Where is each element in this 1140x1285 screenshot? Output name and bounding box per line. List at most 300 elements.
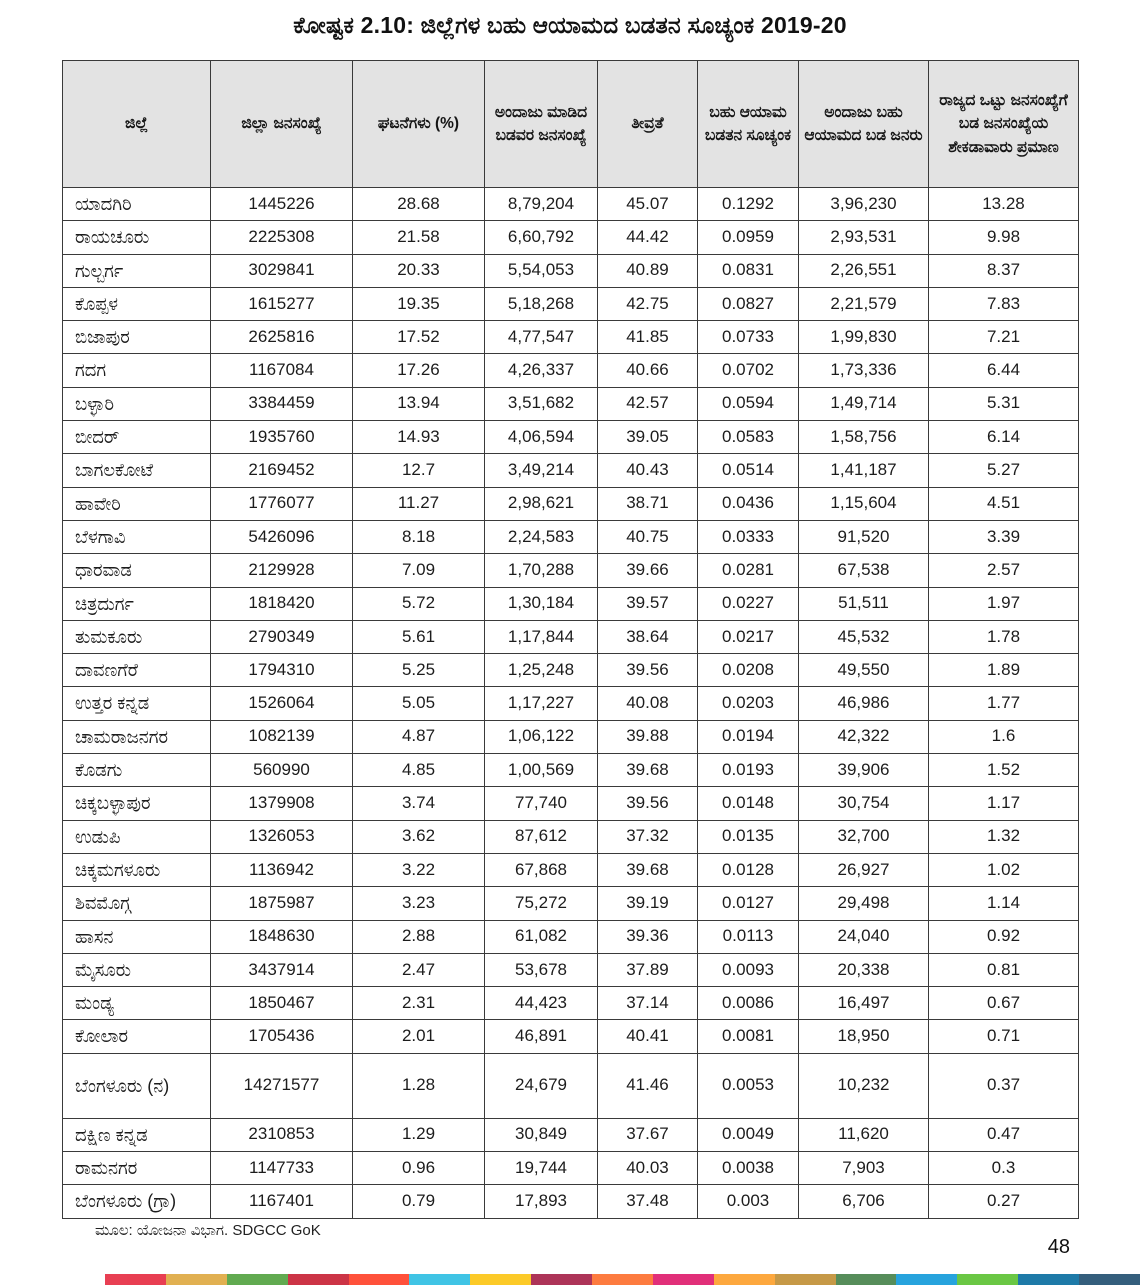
value-cell: 0.79 [353,1185,485,1218]
value-cell: 4,77,547 [485,321,598,354]
district-cell: ಹಾವೇರಿ [63,487,211,520]
district-cell: ದಾವಣಗೆರೆ [63,654,211,687]
value-cell: 0.0333 [698,520,799,553]
value-cell: 0.0227 [698,587,799,620]
value-cell: 44.42 [598,221,698,254]
district-cell: ಉತ್ತರ ಕನ್ನಡ [63,687,211,720]
value-cell: 1,70,288 [485,554,598,587]
value-cell: 0.0135 [698,820,799,853]
mpi-table [62,60,1079,1219]
strip-segment [227,1274,288,1285]
header-cell-0: ಜಿಲ್ಲೆ [63,61,211,188]
table-row [63,920,1079,953]
value-cell: 2790349 [211,620,353,653]
value-cell: 13.28 [929,188,1079,221]
value-cell: 4.51 [929,487,1079,520]
table-row [63,787,1079,820]
value-cell: 2.01 [353,1020,485,1053]
value-cell: 38.71 [598,487,698,520]
strip-segment [592,1274,653,1285]
value-cell: 0.0038 [698,1152,799,1185]
header-cell-6: ಅಂದಾಜು ಬಹು ಆಯಾಮದ ಬಡ ಜನರು [799,61,929,188]
value-cell: 0.0049 [698,1118,799,1151]
value-cell: 51,511 [799,587,929,620]
table-row [63,520,1079,553]
value-cell: 1,49,714 [799,387,929,420]
district-cell: ಕೊಡಗು [63,754,211,787]
value-cell: 39.57 [598,587,698,620]
value-cell: 1,00,569 [485,754,598,787]
table-row [63,953,1079,986]
value-cell: 4,26,337 [485,354,598,387]
value-cell: 1082139 [211,720,353,753]
value-cell: 13.94 [353,387,485,420]
value-cell: 1850467 [211,987,353,1020]
strip-segment [653,1274,714,1285]
value-cell: 19,744 [485,1152,598,1185]
value-cell: 39.36 [598,920,698,953]
value-cell: 1.29 [353,1118,485,1151]
value-cell: 0.0959 [698,221,799,254]
value-cell: 8,79,204 [485,188,598,221]
value-cell: 12.7 [353,454,485,487]
table-row [63,1020,1079,1053]
value-cell: 2169452 [211,454,353,487]
value-cell: 0.003 [698,1185,799,1218]
value-cell: 11,620 [799,1118,929,1151]
value-cell: 77,740 [485,787,598,820]
value-cell: 0.0093 [698,953,799,986]
table-row [63,221,1079,254]
value-cell: 8.18 [353,520,485,553]
district-cell: ಚಿಕ್ಕಬಳ್ಳಾಪುರ [63,787,211,820]
value-cell: 1,06,122 [485,720,598,753]
strip-segment [957,1274,1018,1285]
value-cell: 9.98 [929,221,1079,254]
value-cell: 39.68 [598,853,698,886]
value-cell: 41.85 [598,321,698,354]
value-cell: 3,49,214 [485,454,598,487]
district-cell: ಚಿಕ್ಕಮಗಳೂರು [63,853,211,886]
value-cell: 30,754 [799,787,929,820]
value-cell: 39.56 [598,787,698,820]
district-cell: ಕೋಲಾರ [63,1020,211,1053]
value-cell: 0.0208 [698,654,799,687]
value-cell: 42.57 [598,387,698,420]
table-title: ಕೋಷ್ಟಕ 2.10: ಜಿಲ್ಲೆಗಳ ಬಹು ಆಯಾಮದ ಬಡತನ ಸೂಚ್ಯಂಕ 2019-20 [293,12,847,38]
value-cell: 0.3 [929,1152,1079,1185]
table-row [63,454,1079,487]
sdg-color-strip [105,1274,1140,1285]
value-cell: 39.56 [598,654,698,687]
value-cell: 18,950 [799,1020,929,1053]
value-cell: 3384459 [211,387,353,420]
table-row [63,387,1079,420]
strip-segment [714,1274,775,1285]
value-cell: 3.39 [929,520,1079,553]
district-cell: ಬೆಳಗಾವಿ [63,520,211,553]
value-cell: 41.46 [598,1053,698,1118]
district-cell: ಮಂಡ್ಯ [63,987,211,1020]
district-cell: ಬೆಂಗಳೂರು (ಗ್ರಾ) [63,1185,211,1218]
value-cell: 10,232 [799,1053,929,1118]
value-cell: 19.35 [353,287,485,320]
source-note: ಮೂಲ: ಯೋಜನಾ ವಿಭಾಗ. SDGCC GoK [95,1222,321,1239]
table-row [63,254,1079,287]
value-cell: 39.68 [598,754,698,787]
value-cell: 1794310 [211,654,353,687]
district-cell: ಚಿತ್ರದುರ್ಗ [63,587,211,620]
table-row [63,887,1079,920]
table-header-row [63,61,1079,188]
value-cell: 40.08 [598,687,698,720]
value-cell: 5,54,053 [485,254,598,287]
value-cell: 1445226 [211,188,353,221]
district-cell: ಬೆಂಗಳೂರು (ನ) [63,1053,211,1118]
value-cell: 40.03 [598,1152,698,1185]
value-cell: 6.44 [929,354,1079,387]
value-cell: 32,700 [799,820,929,853]
value-cell: 0.0217 [698,620,799,653]
header-cell-1: ಜಿಲ್ಲಾ ಜನಸಂಖ್ಯೆ [211,61,353,188]
value-cell: 2.88 [353,920,485,953]
value-cell: 38.64 [598,620,698,653]
value-cell: 2,98,621 [485,487,598,520]
value-cell: 0.0702 [698,354,799,387]
value-cell: 1136942 [211,853,353,886]
value-cell: 39.66 [598,554,698,587]
value-cell: 91,520 [799,520,929,553]
district-cell: ಬಳ್ಳಾರಿ [63,387,211,420]
value-cell: 0.1292 [698,188,799,221]
value-cell: 53,678 [485,953,598,986]
value-cell: 1167401 [211,1185,353,1218]
strip-segment [349,1274,410,1285]
header-cell-5: ಬಹು ಆಯಾಮ ಬಡತನ ಸೂಚ್ಯಂಕ [698,61,799,188]
value-cell: 5.72 [353,587,485,620]
table-row [63,321,1079,354]
value-cell: 6,60,792 [485,221,598,254]
value-cell: 0.0127 [698,887,799,920]
strip-segment [1079,1274,1140,1285]
value-cell: 1,30,184 [485,587,598,620]
value-cell: 37.89 [598,953,698,986]
table-row [63,1152,1079,1185]
value-cell: 1,15,604 [799,487,929,520]
value-cell: 1,25,248 [485,654,598,687]
district-cell: ಗದಗ [63,354,211,387]
value-cell: 87,612 [485,820,598,853]
value-cell: 1,17,227 [485,687,598,720]
value-cell: 1848630 [211,920,353,953]
district-cell: ಬೀದರ್ [63,421,211,454]
value-cell: 45.07 [598,188,698,221]
value-cell: 7,903 [799,1152,929,1185]
value-cell: 3.22 [353,853,485,886]
value-cell: 0.71 [929,1020,1079,1053]
value-cell: 46,891 [485,1020,598,1053]
value-cell: 3.74 [353,787,485,820]
table-row [63,1118,1079,1151]
value-cell: 2.47 [353,953,485,986]
value-cell: 3029841 [211,254,353,287]
table-row [63,421,1079,454]
value-cell: 1.78 [929,620,1079,653]
value-cell: 28.68 [353,188,485,221]
strip-segment [288,1274,349,1285]
value-cell: 1.32 [929,820,1079,853]
value-cell: 5,18,268 [485,287,598,320]
value-cell: 1818420 [211,587,353,620]
value-cell: 67,868 [485,853,598,886]
value-cell: 0.81 [929,953,1079,986]
strip-segment [470,1274,531,1285]
value-cell: 4.87 [353,720,485,753]
value-cell: 1.28 [353,1053,485,1118]
value-cell: 2225308 [211,221,353,254]
value-cell: 20,338 [799,953,929,986]
value-cell: 0.92 [929,920,1079,953]
value-cell: 21.58 [353,221,485,254]
value-cell: 3.23 [353,887,485,920]
value-cell: 37.48 [598,1185,698,1218]
value-cell: 1.6 [929,720,1079,753]
value-cell: 14.93 [353,421,485,454]
value-cell: 37.14 [598,987,698,1020]
value-cell: 17.26 [353,354,485,387]
value-cell: 40.66 [598,354,698,387]
value-cell: 1,17,844 [485,620,598,653]
value-cell: 0.0281 [698,554,799,587]
value-cell: 0.0081 [698,1020,799,1053]
value-cell: 5426096 [211,520,353,553]
value-cell: 8.37 [929,254,1079,287]
district-cell: ರಾಯಚೂರು [63,221,211,254]
value-cell: 1379908 [211,787,353,820]
value-cell: 17.52 [353,321,485,354]
table-row [63,587,1079,620]
table-body [63,188,1079,1219]
value-cell: 1326053 [211,820,353,853]
value-cell: 37.32 [598,820,698,853]
value-cell: 0.0053 [698,1053,799,1118]
value-cell: 14271577 [211,1053,353,1118]
district-cell: ಧಾರವಾಡ [63,554,211,587]
value-cell: 40.41 [598,1020,698,1053]
district-cell: ತುಮಕೂರು [63,620,211,653]
district-cell: ರಾಮನಗರ [63,1152,211,1185]
table-row [63,1053,1079,1118]
value-cell: 2129928 [211,554,353,587]
value-cell: 2,24,583 [485,520,598,553]
value-cell: 5.31 [929,387,1079,420]
header-cell-3: ಅಂದಾಜು ಮಾಡಿದ ಬಡವರ ಜನಸಂಖ್ಯೆ [485,61,598,188]
value-cell: 0.0148 [698,787,799,820]
value-cell: 75,272 [485,887,598,920]
value-cell: 1776077 [211,487,353,520]
value-cell: 7.21 [929,321,1079,354]
value-cell: 24,679 [485,1053,598,1118]
value-cell: 0.0514 [698,454,799,487]
value-cell: 1935760 [211,421,353,454]
value-cell: 0.0583 [698,421,799,454]
value-cell: 3437914 [211,953,353,986]
value-cell: 40.89 [598,254,698,287]
value-cell: 39,906 [799,754,929,787]
value-cell: 1526064 [211,687,353,720]
value-cell: 1,99,830 [799,321,929,354]
table-row [63,853,1079,886]
table-row [63,487,1079,520]
value-cell: 1.02 [929,853,1079,886]
value-cell: 0.0193 [698,754,799,787]
value-cell: 0.47 [929,1118,1079,1151]
table-row [63,620,1079,653]
value-cell: 45,532 [799,620,929,653]
value-cell: 42,322 [799,720,929,753]
district-cell: ಶಿವಮೊಗ್ಗ [63,887,211,920]
value-cell: 5.27 [929,454,1079,487]
value-cell: 0.0203 [698,687,799,720]
table-row [63,754,1079,787]
value-cell: 0.0827 [698,287,799,320]
table-row [63,687,1079,720]
header-cell-4: ತೀವ್ರತೆ [598,61,698,188]
strip-segment [1018,1274,1079,1285]
district-cell: ಬಾಗಲಕೋಟೆ [63,454,211,487]
value-cell: 1.89 [929,654,1079,687]
table-row [63,354,1079,387]
value-cell: 17,893 [485,1185,598,1218]
value-cell: 49,550 [799,654,929,687]
district-cell: ಯಾದಗಿರಿ [63,188,211,221]
value-cell: 3,96,230 [799,188,929,221]
table-row [63,554,1079,587]
value-cell: 1705436 [211,1020,353,1053]
value-cell: 2310853 [211,1118,353,1151]
value-cell: 1,41,187 [799,454,929,487]
value-cell: 20.33 [353,254,485,287]
header-cell-2: ಘಟನೆಗಳು (%) [353,61,485,188]
value-cell: 42.75 [598,287,698,320]
value-cell: 2625816 [211,321,353,354]
value-cell: 0.0594 [698,387,799,420]
value-cell: 2,21,579 [799,287,929,320]
value-cell: 2,26,551 [799,254,929,287]
value-cell: 7.83 [929,287,1079,320]
value-cell: 0.0128 [698,853,799,886]
value-cell: 0.0831 [698,254,799,287]
value-cell: 1.17 [929,787,1079,820]
value-cell: 0.0113 [698,920,799,953]
value-cell: 40.75 [598,520,698,553]
value-cell: 0.0436 [698,487,799,520]
value-cell: 1147733 [211,1152,353,1185]
district-cell: ಗುಲ್ಬರ್ಗ [63,254,211,287]
table-row [63,1185,1079,1218]
value-cell: 44,423 [485,987,598,1020]
value-cell: 5.25 [353,654,485,687]
value-cell: 40.43 [598,454,698,487]
strip-segment [166,1274,227,1285]
value-cell: 0.37 [929,1053,1079,1118]
value-cell: 4.85 [353,754,485,787]
value-cell: 1167084 [211,354,353,387]
value-cell: 37.67 [598,1118,698,1151]
value-cell: 0.0733 [698,321,799,354]
value-cell: 11.27 [353,487,485,520]
value-cell: 6.14 [929,421,1079,454]
value-cell: 39.19 [598,887,698,920]
strip-segment [409,1274,470,1285]
value-cell: 560990 [211,754,353,787]
district-cell: ಚಾಮರಾಜನಗರ [63,720,211,753]
strip-segment [105,1274,166,1285]
district-cell: ಮೈಸೂರು [63,953,211,986]
value-cell: 5.61 [353,620,485,653]
value-cell: 1,73,336 [799,354,929,387]
district-cell: ಹಾಸನ [63,920,211,953]
value-cell: 5.05 [353,687,485,720]
value-cell: 1615277 [211,287,353,320]
value-cell: 3.62 [353,820,485,853]
value-cell: 2.57 [929,554,1079,587]
strip-segment [775,1274,836,1285]
value-cell: 39.05 [598,421,698,454]
header-cell-7: ರಾಜ್ಯದ ಒಟ್ಟು ಜನಸಂಖ್ಯೆಗೆ ಬಡ ಜನಸಂಖ್ಯೆಯ ಶೇಕಡಾವಾರು ಪ್ರಮಾಣ [929,61,1079,188]
table-row [63,287,1079,320]
value-cell: 0.27 [929,1185,1079,1218]
value-cell: 6,706 [799,1185,929,1218]
value-cell: 4,06,594 [485,421,598,454]
value-cell: 7.09 [353,554,485,587]
value-cell: 1.14 [929,887,1079,920]
district-cell: ದಕ್ಷಿಣ ಕನ್ನಡ [63,1118,211,1151]
value-cell: 1,58,756 [799,421,929,454]
value-cell: 26,927 [799,853,929,886]
value-cell: 0.0194 [698,720,799,753]
strip-segment [531,1274,592,1285]
value-cell: 1.52 [929,754,1079,787]
district-cell: ಉಡುಪಿ [63,820,211,853]
value-cell: 29,498 [799,887,929,920]
district-cell: ಕೊಪ್ಪಳ [63,287,211,320]
value-cell: 16,497 [799,987,929,1020]
value-cell: 1.77 [929,687,1079,720]
value-cell: 24,040 [799,920,929,953]
value-cell: 30,849 [485,1118,598,1151]
value-cell: 0.67 [929,987,1079,1020]
value-cell: 2,93,531 [799,221,929,254]
value-cell: 0.0086 [698,987,799,1020]
strip-segment [896,1274,957,1285]
value-cell: 46,986 [799,687,929,720]
table-row [63,820,1079,853]
value-cell: 39.88 [598,720,698,753]
value-cell: 0.96 [353,1152,485,1185]
table-row [63,720,1079,753]
value-cell: 2.31 [353,987,485,1020]
table-row [63,987,1079,1020]
value-cell: 67,538 [799,554,929,587]
value-cell: 3,51,682 [485,387,598,420]
strip-segment [836,1274,897,1285]
page-number: 48 [1047,1236,1070,1258]
district-cell: ಬಿಜಾಪುರ [63,321,211,354]
value-cell: 1875987 [211,887,353,920]
value-cell: 1.97 [929,587,1079,620]
value-cell: 61,082 [485,920,598,953]
